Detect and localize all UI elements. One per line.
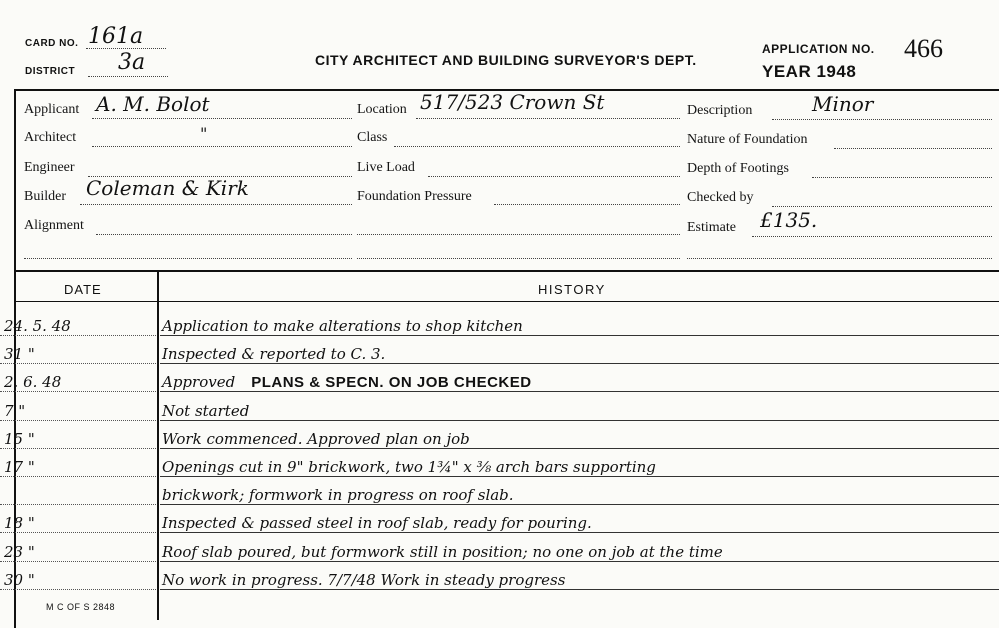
- checked-stamp: PLANS & SPECN. ON JOB CHECKED: [251, 374, 532, 391]
- class-label: Class: [357, 130, 388, 145]
- applicant-label: Applicant: [24, 102, 80, 117]
- history-date: 7 ": [4, 402, 26, 420]
- history-rule: [160, 420, 999, 421]
- history-header: HISTORY: [538, 282, 606, 297]
- builder-label: Builder: [24, 189, 66, 204]
- date-rule: [0, 476, 156, 477]
- estimate-value: £135.: [760, 208, 818, 232]
- history-entry-text: Roof slab poured, but formwork still in position; no one on job at the time: [162, 543, 723, 561]
- date-header: DATE: [64, 282, 102, 297]
- history-entry-text: Openings cut in 9" brickwork, two 1¾" x ⅜ arch bars supporting: [162, 458, 656, 476]
- history-entry: [162, 317, 523, 335]
- history-entry: [162, 430, 470, 448]
- date-rule: [0, 532, 156, 533]
- location-label: Location: [357, 102, 407, 117]
- history-entry-text: brickwork; formwork in progress on roof slab.: [162, 486, 514, 504]
- form-code: M C OF S 2848: [46, 602, 116, 612]
- history-rule: [160, 363, 999, 364]
- history-rule: [160, 335, 999, 336]
- history-entry-text: Application to make alterations to shop kitchen: [162, 317, 523, 335]
- date-rule: [0, 335, 156, 336]
- estimate-label: Estimate: [687, 220, 736, 235]
- history-rule: [160, 448, 999, 449]
- history-date: 15 ": [4, 430, 35, 448]
- date-rule: [0, 589, 156, 590]
- history-entry-text: Inspected & passed steel in roof slab, ready for pouring.: [162, 514, 592, 532]
- date-rule: [0, 391, 156, 392]
- location-value: 517/523 Crown St: [420, 90, 605, 114]
- description-label: Description: [687, 103, 753, 118]
- history-date: 23 ": [4, 543, 35, 561]
- history-date: 24. 5. 48: [4, 317, 71, 335]
- live-load-label: Live Load: [357, 160, 415, 175]
- alignment-label: Alignment: [24, 218, 84, 233]
- history-entry-text: No work in progress. 7/7/48 Work in steady progress: [162, 571, 566, 589]
- history-entry-text: Work commenced. Approved plan on job: [162, 430, 470, 448]
- architect-label: Architect: [24, 130, 77, 145]
- engineer-label: Engineer: [24, 160, 75, 175]
- history-entry: [162, 543, 723, 561]
- applicant-value: A. M. Bolot: [96, 92, 210, 116]
- foundation-pressure-label: Foundation Pressure: [357, 189, 472, 204]
- depth-of-footings-label: Depth of Footings: [687, 161, 789, 176]
- history-date: 30 ": [4, 571, 35, 589]
- card-no-label: CARD NO.: [25, 38, 79, 49]
- builder-value: Coleman & Kirk: [86, 176, 249, 200]
- district-label: DISTRICT: [25, 66, 76, 77]
- year-label: YEAR 1948: [762, 62, 857, 81]
- history-date: 31 ": [4, 345, 35, 363]
- department-title: CITY ARCHITECT AND BUILDING SURVEYOR'S DEPT.: [315, 52, 697, 68]
- history-date: 18 ": [4, 514, 35, 532]
- history-rule: [160, 476, 999, 477]
- history-entry-text: Approved: [162, 373, 236, 391]
- history-entry: [162, 486, 514, 504]
- history-date: 17 ": [4, 458, 35, 476]
- date-rule: [0, 363, 156, 364]
- district-value: 3a: [118, 50, 146, 75]
- history-rule: [160, 589, 999, 590]
- date-rule: [0, 420, 156, 421]
- history-entry: [162, 402, 249, 420]
- architect-value: ": [200, 124, 208, 143]
- history-rule: [160, 532, 999, 533]
- application-number: 466: [904, 34, 943, 63]
- history-entry-text: Not started: [162, 402, 250, 420]
- history-entry-text: Inspected & reported to C. 3.: [162, 345, 386, 363]
- date-rule: [0, 561, 156, 562]
- nature-of-foundation-label: Nature of Foundation: [687, 132, 808, 147]
- history-entry: [162, 458, 656, 476]
- history-date: 2. 6. 48: [4, 373, 62, 391]
- application-label: APPLICATION NO.: [762, 42, 875, 56]
- history-entry: [162, 345, 385, 363]
- history-rule: [160, 504, 999, 505]
- date-rule: [0, 448, 156, 449]
- history-rule: [160, 561, 999, 562]
- history-entry: [162, 571, 565, 589]
- description-value: Minor: [812, 92, 874, 116]
- history-rule: [160, 391, 999, 392]
- checked-by-label: Checked by: [687, 190, 754, 205]
- history-entry: [162, 514, 592, 532]
- date-rule: [0, 504, 156, 505]
- card-no-value: 161a: [88, 24, 144, 49]
- history-entry: [162, 373, 532, 391]
